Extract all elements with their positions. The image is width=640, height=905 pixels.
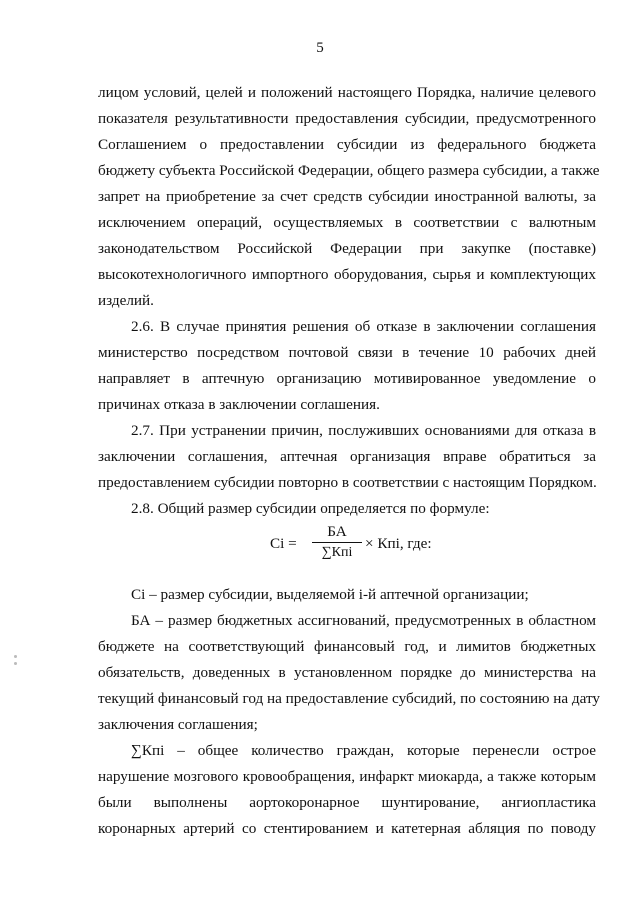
formula-denominator: ∑Кпi — [321, 545, 353, 560]
text-line: направляет в аптечную организацию мотивированное уведомление о — [98, 370, 596, 387]
text-line: законодательством Российской Федерации при закупке (поставке) — [98, 240, 596, 257]
page-number: 5 — [316, 40, 324, 56]
text-line: были выполнены аортокоронарное шунтирование, ангиопластика — [98, 794, 596, 811]
text-line: бюджете на соответствующий финансовый год, и лимитов бюджетных — [98, 638, 596, 655]
text-line: высокотехнологичного импортного оборудования, сырья и комплектующих — [98, 266, 596, 283]
text-line: показателя результативности предоставления субсидии, предусмотренного — [98, 110, 596, 127]
text-line: запрет на приобретение за счет средств субсидии иностранной валюты, за — [98, 188, 596, 205]
text-line: коронарных артерий со стентированием и катетерная абляция по поводу — [98, 820, 596, 837]
formula-rest: × Кпi, где: — [365, 535, 432, 552]
formula-fraction — [312, 523, 362, 562]
text-line: нарушение мозгового кровообращения, инфаркт миокарда, а также которым — [98, 768, 596, 785]
definition-ci: Сi – размер субсидии, выделяемой i-й аптечной организации; — [131, 586, 529, 603]
formula-lhs: Сi = — [270, 535, 297, 552]
text-line: причинах отказа в заключении соглашения. — [98, 396, 380, 413]
text-line: заключении соглашения, аптечная организация вправе обратиться за — [98, 448, 596, 465]
text-line: министерство посредством почтовой связи в течение 10 рабочих дней — [98, 344, 596, 361]
text-line: исключением операций, осуществляемых в соответствии с валютным — [98, 214, 596, 231]
definition-ba-first-line: БА – размер бюджетных ассигнований, предусмотренных в областном — [131, 612, 596, 629]
scan-mark — [14, 662, 17, 665]
formula-numerator: БА — [327, 523, 347, 540]
paragraph-2-6-first-line: 2.6. В случае принятия решения об отказе в заключении соглашения — [131, 318, 596, 335]
text-line: лицом условий, целей и положений настоящего Порядка, наличие целевого — [98, 84, 596, 101]
fraction-bar — [312, 542, 362, 543]
text-line: предоставлением субсидии повторно в соответствии с настоящим Порядком. — [98, 474, 597, 491]
text-line: бюджету субъекта Российской Федерации, общего размера субсидии, а также — [98, 162, 600, 179]
definition-sum-kpi-first-line: ∑Кпi – общее количество граждан, которые перенесли острое — [131, 742, 596, 759]
text-line: заключения соглашения; — [98, 716, 258, 733]
scan-mark — [14, 655, 17, 658]
text-line: Соглашением о предоставлении субсидии из федерального бюджета — [98, 136, 596, 153]
text-line: изделий. — [98, 292, 154, 309]
text-line: текущий финансовый год на предоставление субсидий, по состоянию на дату — [98, 690, 601, 707]
paragraph-2-7-first-line: 2.7. При устранении причин, послуживших основаниями для отказа в — [131, 422, 596, 439]
paragraph-2-8-first-line: 2.8. Общий размер субсидии определяется по формуле: — [131, 500, 490, 517]
text-line: обязательств, доведенных в установленном порядке до министерства на — [98, 664, 596, 681]
